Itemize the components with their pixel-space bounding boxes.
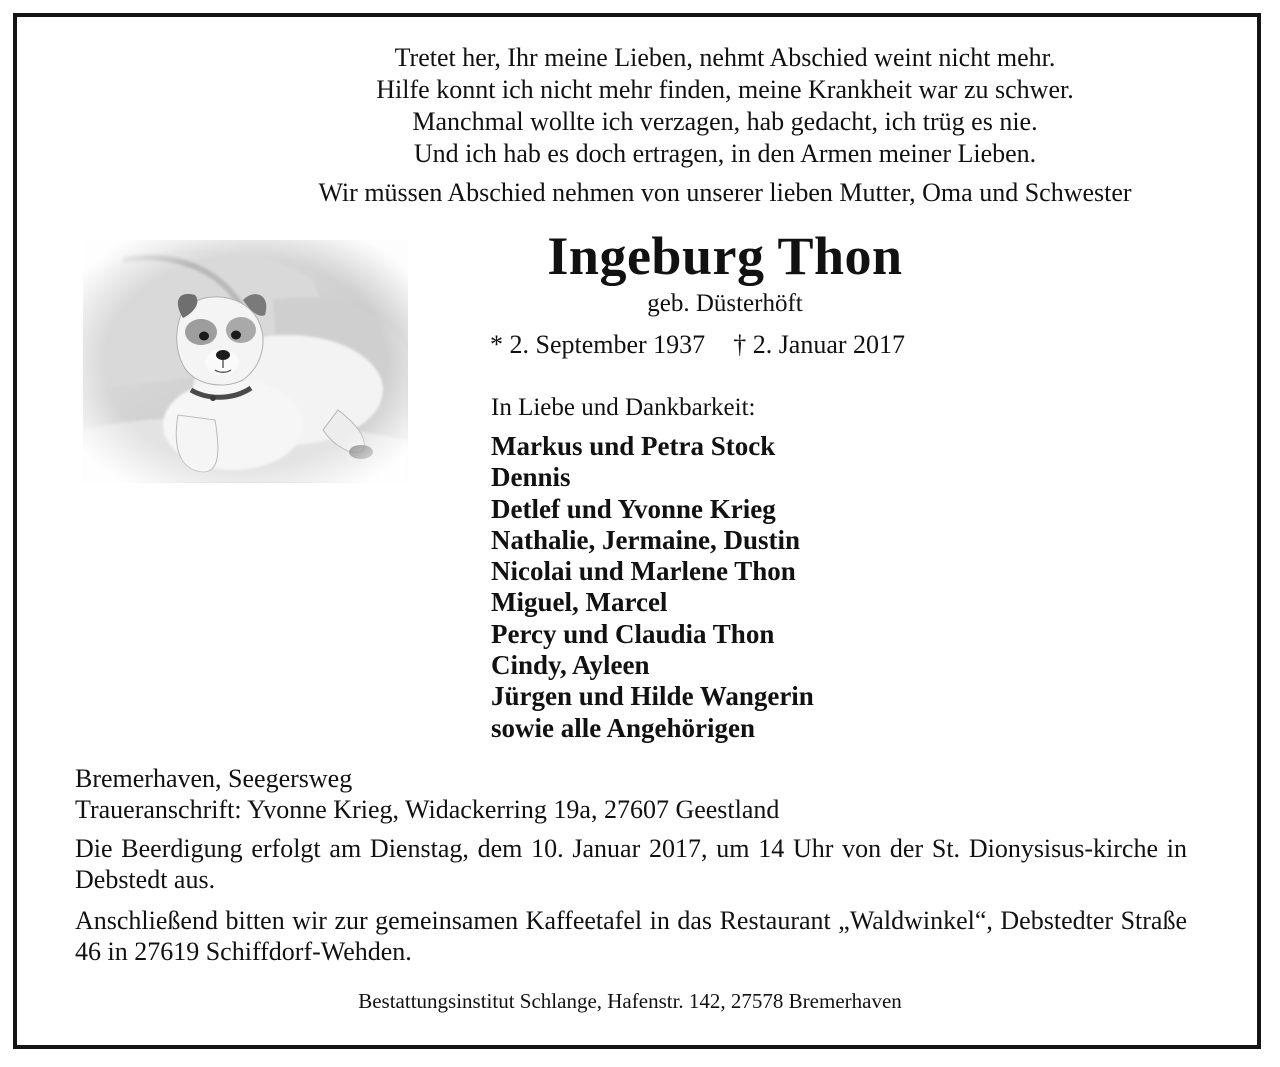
farewell-intro: Wir müssen Abschied nehmen von unserer lieben Mutter, Oma und Schwester [318, 178, 1132, 207]
mourner-name: Detlef und Yvonne Krieg [491, 493, 776, 524]
mourner-name: Percy und Claudia Thon [491, 618, 775, 649]
life-dates [490, 328, 905, 362]
funeral-home: Bestattungsinstitut Schlange, Hafenstr. 142, 27578 Bremerhaven [358, 989, 902, 1013]
address-block [75, 763, 779, 825]
funeral-info: Die Beerdigung erfolgt am Dienstag, dem 10. Januar 2017, um 14 Uhr von der St. Dionysisus-kirche in Debstedt aus. [75, 834, 1187, 894]
birth-date: * 2. September 1937 [490, 330, 706, 359]
dog-photo [83, 240, 408, 483]
death-date: † 2. Januar 2017 [733, 330, 906, 359]
deceased-name: Ingeburg Thon [547, 226, 903, 286]
mourner-name: Jürgen und Hilde Wangerin [491, 681, 814, 712]
thanks-line: In Liebe und Dankbarkeit: [491, 394, 756, 421]
mourner-name: Miguel, Marcel [491, 587, 668, 618]
place: Bremerhaven, Seegersweg [75, 764, 353, 793]
mourner-name: Nicolai und Marlene Thon [491, 556, 796, 587]
coffee-invitation: Anschließend bitten wir zur gemeinsamen Kaffeetafel in das Restaurant „Waldwinkel“, Debstedter Straße 46 in 27619 Schiffdorf-Wehden. [75, 906, 1187, 966]
poem-line: Und ich hab es doch ertragen, in den Armen meiner Lieben. [413, 139, 1037, 168]
poem [160, 42, 1280, 170]
mourning-address: Traueranschrift: Yvonne Krieg, Widackerring 19a, 27607 Geestland [75, 795, 780, 824]
mourner-name: Cindy, Ayleen [491, 650, 650, 681]
poem-line: Manchmal wollte ich verzagen, hab gedacht, ich trüg es nie. [412, 107, 1038, 136]
mourner-name: Nathalie, Jermaine, Dustin [491, 524, 800, 555]
mourner-name: sowie alle Angehörigen [491, 712, 755, 743]
mourner-name: Markus und Petra Stock [491, 431, 776, 461]
mourners-list [491, 431, 814, 744]
birth-name: geb. Düsterhöft [647, 290, 803, 317]
poem-line: Hilfe konnt ich nicht mehr finden, meine Krankheit war zu schwer. [376, 75, 1074, 104]
poem-line: Tretet her, Ihr meine Lieben, nehmt Abschied weint nicht mehr. [394, 43, 1056, 72]
mourner-name: Dennis [491, 462, 571, 493]
